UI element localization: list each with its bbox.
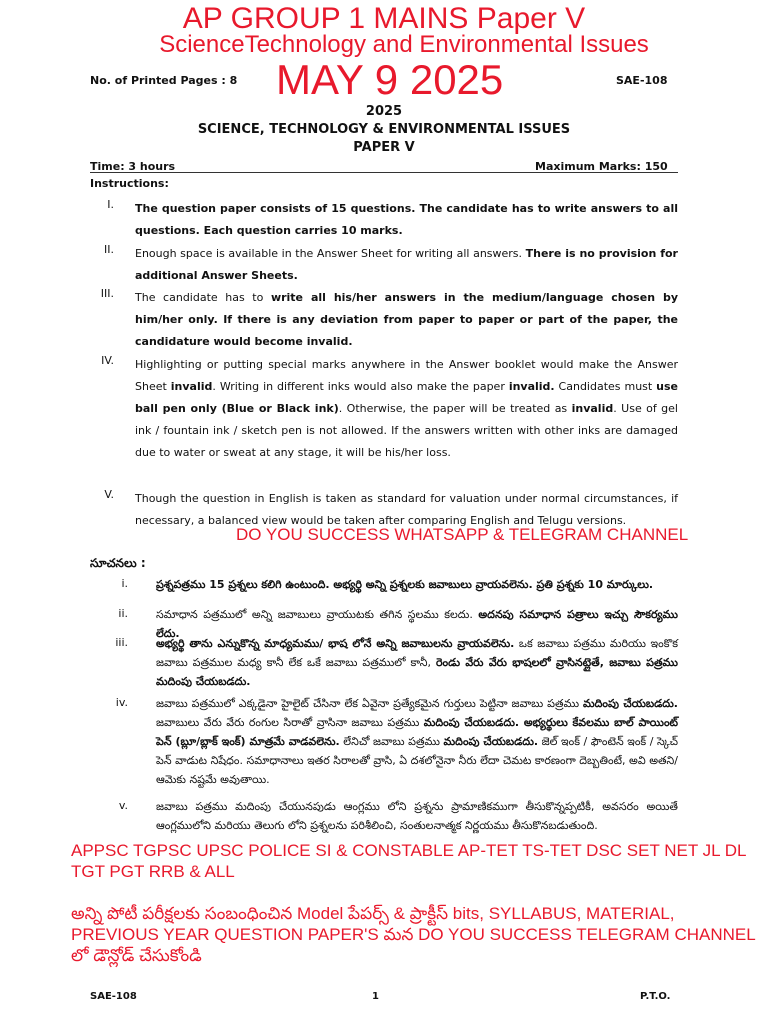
- instruction-fragment: invalid: [571, 402, 614, 415]
- instruction-fragment: write all his/her answers in the medium/language chosen by him/her only. If there is any deviation from paper to paper or part of the paper, the candidature would become invalid.: [135, 291, 678, 348]
- instruction-number: I.: [107, 198, 114, 211]
- instruction-te-item: [90, 797, 678, 835]
- instruction-fragment: invalid: [170, 380, 213, 393]
- instruction-fragment: Though the question in English is taken as standard for valuation under normal circumstances, if necessary, a balanced view would be taken after comparing English and Telugu versions.: [135, 492, 678, 527]
- instruction-fragment: The candidate has to: [135, 291, 271, 304]
- overlay-title-line1: AP GROUP 1 MAINS Paper V: [182, 2, 586, 35]
- instruction-number: v.: [118, 799, 128, 812]
- instruction-fragment: మదింపు చేయబడదు.: [443, 735, 539, 748]
- instruction-fragment: జవాబు పత్రములో ఎక్కడైనా హైలైట్ చేసినా లేక ఏవైనా ప్రత్యేకమైన గుర్తులు పెట్టినా జవాబు పత్రము: [156, 697, 584, 710]
- instruction-te-item: [90, 634, 678, 691]
- instruction-text: [156, 797, 678, 835]
- instruction-en-item: [90, 243, 678, 287]
- instruction-en-item: [90, 198, 678, 242]
- paper-code-top: SAE-108: [616, 74, 668, 87]
- time-duration: Time: 3 hours: [90, 160, 176, 173]
- overlay-exam-list: APPSC TGPSC UPSC POLICE SI & CONSTABLE AP-TET TS-TET DSC SET NET JL DL TGT PGT RRB & ALL: [71, 841, 746, 881]
- instruction-fragment: ఒక జవాబు పత్రము మరియు ఇంకొక జవాబు పత్రముల మధ్య కానీ లేక ఒకే జవాబు పత్రములో కానీ,: [156, 637, 678, 669]
- printed-pages-count: No. of Printed Pages : 8: [90, 74, 238, 87]
- instruction-te-item: [90, 694, 678, 789]
- instruction-fragment: . Use of gel ink / fountain ink / sketch pen is not allowed. If the answers written with other inks are damaged due to water or sweat at any stage, it will be his/her loss.: [135, 402, 678, 459]
- instruction-fragment: సమాధాన పత్రములో అన్ని జవాబులు వ్రాయుటకు తగిన స్థలము కలదు.: [156, 608, 479, 621]
- instruction-fragment: ప్రశ్నపత్రము 15 ప్రశ్నలు కలిగి ఉంటుంది. అభ్యర్థి అన్ని ప్రశ్నలకు జవాబులు వ్రాయవలెను. ప్రతి ప్రశ్నకు 10 మార్కులు.: [156, 578, 654, 591]
- instructions-heading: Instructions:: [90, 177, 169, 190]
- instruction-fragment: రెండు వేరు వేరు భాషలలో వ్రాసినట్లైతే, జవాబు పత్రము మదింపు చేయబడదు.: [156, 656, 678, 688]
- instruction-number: IV.: [101, 354, 114, 367]
- footer-page-number: 1: [372, 991, 379, 1002]
- instruction-number: i.: [121, 577, 128, 590]
- instruction-en-item: [90, 354, 678, 464]
- overlay-download-promo: అన్ని పోటీ పరీక్షలకు సంబంధించిన Model పేపర్స్ & ప్రాక్టీస్ bits, SYLLABUS, MATERIAL, PREVIOUS YEAR QUESTION PAPER'S మన DO YOU SUCCESS TELEGRAM CHANNEL లో డౌన్లోడ్ చేసుకోండి: [71, 904, 756, 965]
- instruction-fragment: use ball pen only (Blue or Black ink): [135, 380, 679, 415]
- instruction-fragment: జవాబు పత్రము మదింపు చేయునపుడు ఆంగ్లము లోని ప్రశ్నను ప్రామాణికముగా తీసుకొన్నప్పటికీ, అవసరం అయితే ఆంగ్లములోని మరియు తెలుగు లోని ప్రశ్నలను పరిశీలించి, సంతులనాత్మక నిర్ణయము తీసుకొనబడుతుంది.: [156, 800, 678, 832]
- instruction-fragment: There is no provision for additional Answer Sheets.: [135, 247, 678, 282]
- instruction-number: ii.: [118, 607, 128, 620]
- instruction-text: [156, 634, 678, 691]
- instruction-te-item: [90, 575, 678, 594]
- instruction-en-item: [90, 287, 678, 353]
- maximum-marks: Maximum Marks: 150: [535, 160, 668, 173]
- instruction-text: [135, 198, 678, 242]
- exam-paper: PAPER V: [353, 140, 415, 155]
- instruction-fragment: జవాబులు వేరు వేరు రంగుల సిరాతో వ్రాసినా జవాబు పత్రము: [156, 716, 424, 729]
- exam-year: 2025: [365, 104, 403, 119]
- header-divider: [90, 172, 678, 173]
- instruction-fragment: The question paper consists of 15 questions. The candidate has to write answers to all questions. Each question carries 10 marks.: [135, 202, 678, 237]
- overlay-date: MAY 9 2025: [276, 56, 504, 103]
- instruction-number: V.: [104, 488, 114, 501]
- instruction-fragment: Highlighting or putting special marks anywhere in the Answer booklet would make the Answer Sheet: [135, 358, 678, 393]
- instruction-fragment: . Otherwise, the paper will be treated as: [338, 402, 572, 415]
- instruction-text: [156, 575, 678, 594]
- instruction-number: iii.: [115, 636, 128, 649]
- footer-pto: P.T.O.: [640, 991, 671, 1002]
- instruction-number: iv.: [115, 696, 128, 709]
- instruction-fragment: మదింపు చేయబడదు.: [583, 697, 678, 710]
- instruction-number: II.: [104, 243, 114, 256]
- instruction-fragment: మదింపు చేయబడదు. అభ్యర్థులు కేవలము బాల్ పాయింట్ పెన్ (బ్లూ/బ్లాక్ ఇంక్) మాత్రమే వాడవలెను.: [156, 716, 679, 748]
- instruction-text: [135, 287, 678, 353]
- overlay-title-line2: ScienceTechnology and Environmental Issues: [159, 31, 649, 58]
- overlay-channel-banner: DO YOU SUCCESS WHATSAPP & TELEGRAM CHANNEL: [236, 525, 689, 544]
- instruction-fragment: లేనిచో జవాబు పత్రము: [339, 735, 444, 748]
- telugu-instructions-heading: సూచనలు :: [90, 556, 146, 570]
- instruction-fragment: జెల్ ఇంక్ / ఫౌంటెన్ ఇంక్ / స్కెచ్ పెన్ వాడుట నిషేధం. సమాధానాలు ఇతర సిరాలతో వ్రాసి, ఏ దశలోనైనా నీరు లేదా చెమట కారణంగా దెబ్బతింటే, అవి అతని/ఆమెకు నష్టమే అవుతాయి.: [156, 735, 679, 786]
- instruction-number: III.: [100, 287, 114, 300]
- exam-subject: SCIENCE, TECHNOLOGY & ENVIRONMENTAL ISSUES: [197, 122, 571, 137]
- instruction-fragment: అభ్యర్థి తాను ఎన్నుకొన్న మాధ్యమము/ భాష లోనే అన్ని జవాబులను వ్రాయవలెను.: [156, 637, 515, 650]
- instruction-fragment: Candidates must: [554, 380, 657, 393]
- instruction-fragment: . Writing in different inks would also make the paper: [212, 380, 509, 393]
- instruction-fragment: Enough space is available in the Answer Sheet for writing all answers.: [135, 247, 526, 260]
- instruction-fragment: invalid.: [508, 380, 555, 393]
- footer-paper-code: SAE-108: [90, 991, 137, 1002]
- instruction-text: [135, 243, 678, 287]
- instruction-fragment: అదనపు సమాధాన పత్రాలు ఇచ్చు సౌకర్యము లేదు.: [156, 608, 678, 640]
- instruction-text: [156, 694, 678, 789]
- instruction-text: [135, 354, 678, 464]
